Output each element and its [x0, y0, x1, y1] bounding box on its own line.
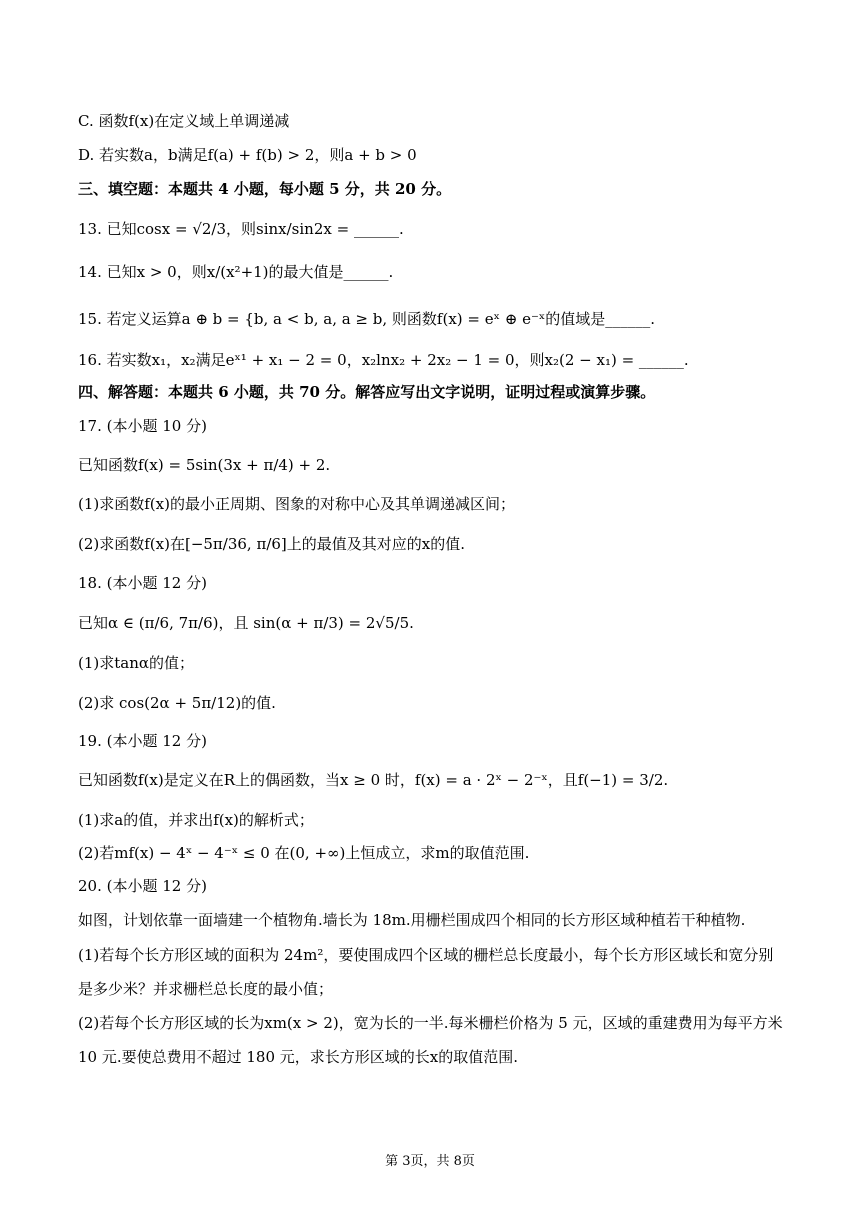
question-17-title: 17. (本小题 10 分) [78, 417, 207, 435]
question-16: 16. 若实数x₁，x₂满足eˣ¹ + x₁ − 2 = 0，x₂lnx₂ + 2x₂ − 1 = 0，则x₂(2 − x₁) = ______. [78, 351, 689, 369]
question-18-title: 18. (本小题 12 分) [78, 574, 207, 592]
question-15: 15. 若定义运算a ⊕ b = {b, a < b, a, a ≥ b, 则函数f(x) = eˣ ⊕ e⁻ˣ的值域是______. [78, 310, 655, 328]
section-3-heading: 三、填空题：本题共 4 小题，每小题 5 分，共 20 分。 [78, 180, 452, 198]
question-14: 14. 已知x > 0，则x/(x²+1)的最大值是______. [78, 263, 394, 281]
option-d: D. 若实数a，b满足f(a) + f(b) > 2，则a + b > 0 [78, 146, 417, 164]
question-19-title: 19. (本小题 12 分) [78, 732, 207, 750]
question-20-part-2-cont: 10 元.要使总费用不超过 180 元，求长方形区域的长x的取值范围. [78, 1048, 519, 1066]
question-19-part-2: (2)若mf(x) − 4ˣ − 4⁻ˣ ≤ 0 在(0, +∞)上恒成立，求m的取值范围. [78, 844, 530, 862]
question-20-title: 20. (本小题 12 分) [78, 877, 207, 895]
question-19-stem: 已知函数f(x)是定义在R上的偶函数，当x ≥ 0 时，f(x) = a · 2ˣ − 2⁻ˣ，且f(−1) = 3/2. [78, 771, 669, 789]
question-18-stem: 已知α ∈ (π/6, 7π/6)，且 sin(α + π/3) = 2√5/5. [78, 614, 414, 632]
question-20-part-2: (2)若每个长方形区域的长为xm(x > 2)，宽为长的一半.每米栅栏价格为 5 元，区域的重建费用为每平方米 [78, 1014, 783, 1032]
question-17-stem: 已知函数f(x) = 5sin(3x + π/4) + 2. [78, 456, 331, 474]
question-17-part-1: (1)求函数f(x)的最小正周期、图象的对称中心及其单调递减区间； [78, 495, 515, 513]
question-20-part-1-cont: 是多少米？并求栅栏总长度的最小值； [78, 980, 334, 998]
question-13: 13. 已知cosx = √2/3，则sinx/sin2x = ______. [78, 220, 404, 238]
question-20-part-1: (1)若每个长方形区域的面积为 24m²，要使围成四个区域的栅栏总长度最小，每个长方形区域长和宽分别 [78, 946, 774, 964]
question-17-part-2: (2)求函数f(x)在[−5π/36, π/6]上的最值及其对应的x的值. [78, 535, 465, 553]
question-18-part-2: (2)求 cos(2α + 5π/12)的值. [78, 694, 276, 712]
option-c: C. 函数f(x)在定义域上单调递减 [78, 112, 290, 130]
section-4-heading: 四、解答题：本题共 6 小题，共 70 分。解答应写出文字说明，证明过程或演算步骤。 [78, 383, 656, 401]
question-18-part-1: (1)求tanα的值； [78, 654, 195, 672]
question-19-part-1: (1)求a的值，并求出f(x)的解析式； [78, 811, 314, 829]
page-footer: 第 3页，共 8页 [385, 1154, 475, 1169]
question-20-stem: 如图，计划依靠一面墙建一个植物角.墙长为 18m.用栅栏围成四个相同的长方形区域种植若干种植物. [78, 911, 746, 929]
